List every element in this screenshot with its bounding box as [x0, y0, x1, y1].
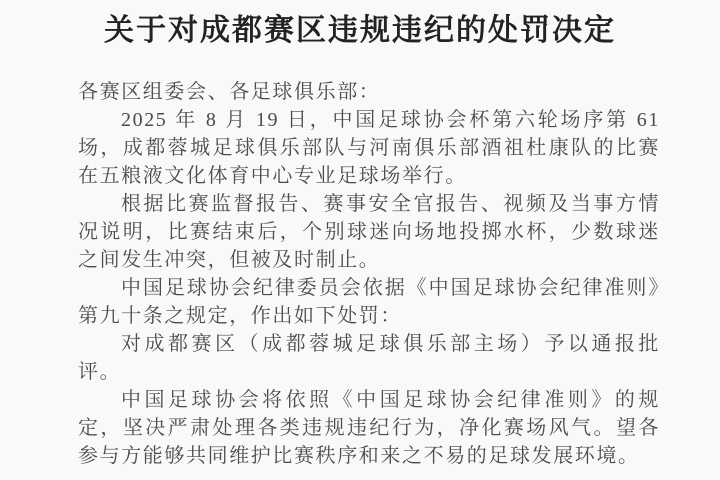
document-title: 关于对成都赛区违规违纪的处罚决定	[104, 14, 616, 47]
paragraph-rule-basis: 中国足球协会纪律委员会依据《中国足球协会纪律准则》第九十条之规定，作出如下处罚：	[78, 277, 660, 327]
salutation-line: 各赛区组委会、各足球俱乐部：	[78, 81, 381, 103]
document-body	[78, 78, 660, 470]
paragraph-match-info: 2025 年 8 月 19 日，中国足球协会杯第六轮场序第 61 场，成都蓉城足球俱乐部队与河南俱乐部酒祖杜康队的比赛在五粮液文化体育中心专业足球场举行。	[78, 109, 660, 187]
paragraph-penalty: 对成都赛区（成都蓉城足球俱乐部主场）予以通报批评。	[78, 333, 660, 383]
paragraph-incident-description: 根据比赛监督报告、赛事安全官报告、视频及当事方情况说明，比赛结束后，个别球迷向场地投掷水杯，少数球迷之间发生冲突，但被及时制止。	[78, 193, 660, 271]
paragraph-closing-statement: 中国足球协会将依照《中国足球协会纪律准则》的规定，坚决严肃处理各类违规违纪行为，净化赛场风气。望各参与方能够共同维护比赛秩序和来之不易的足球发展环境。	[78, 389, 660, 467]
